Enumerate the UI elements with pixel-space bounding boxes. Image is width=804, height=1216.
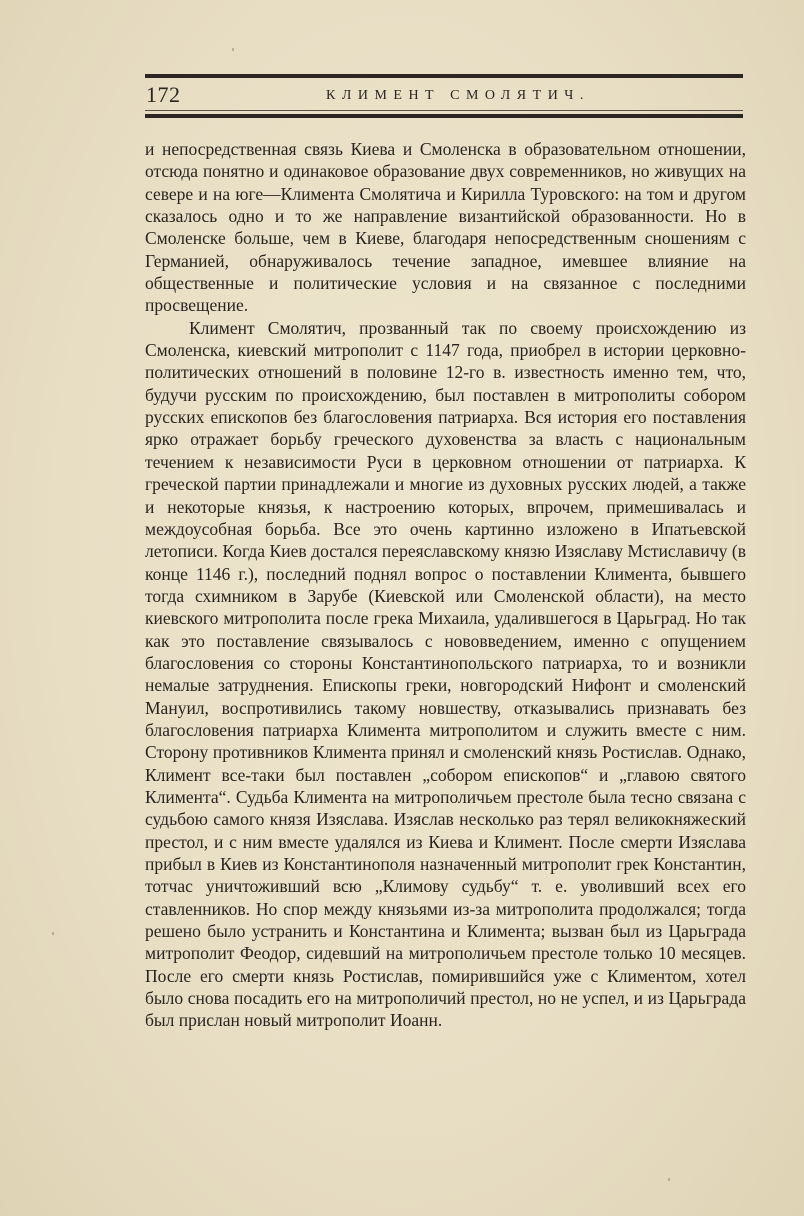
header-rule-thin [145,110,743,111]
paper-speck [232,48,234,51]
paper-speck [52,932,54,935]
paragraph-1: и непосредственная связь Киева и Смоленска в образовательном отношении, отсюда понятно и одинаковое образование двух современников, но живущих на севере и на юге—Климента Смолятича и Кирилла Туровского: на том и другом сказалось одно и то же направление византийской образованности. Но в Смоленске больше, чем в Киеве, благодаря непосредственным сношениям с Германией, обнаруживалось течение западное, имевшее влияние на общественные и политические условия и на связанное с последними просвещение. [145,139,746,316]
paper-speck [668,1178,670,1181]
paragraph-2: Климент Смолятич, прозванный так по своему происхождению из Смоленска, киевский митрополит с 1147 года, приобрел в истории церковно-политических отношений в половине 12-го в. известность именно тем, что, будучи русским по происхождению, был поставлен в митрополиты собором русских епископов без благословения патриарха. Вся история его поставления ярко отражает борьбу греческого духовенства за власть с национальным течением к независимости Руси в церковном отношении от патриарха. К греческой партии принадлежали и многие из духовных русских людей, а также и некоторые князья, к настроению которых, впрочем, примешивалась и междоусобная борьба. Все это очень картинно изложено в Ипатьевской летописи. Когда Киев достался переяславскому князю Изяславу Мстиславичу (в конце 1146 г.), последний поднял вопрос о поставлении Климента, бывшего тогда схимником в Зарубе (Киевской или Смоленской области), на место киевского митрополита после грека Михаила, удалившегося в Царьград. Но так как это поставление связывалось с нововведением, именно с опущением благословения со стороны Константинопольского патриарха, то и возникли немалые затруднения. Епископы греки, новгородский Нифонт и смоленский Мануил, воспротивились такому новшеству, отказывались признавать без благословения патриарха Климента митрополитом и служить вместе с ним. Сторону противников Климента принял и смоленский князь Ростислав. Однако, Климент все-таки был поставлен „собором епископов“ и „главою святого Климента“. Судьба Климента на митрополичьем престоле была тесно связана с судьбою самого князя Изяслава. Изяслав несколько раз терял великокняжеский престол, и с ним вместе удалялся из Киева и Климент. После смерти Изяслава прибыл в Киев из Константинополя назначенный митрополит грек Константин, тотчас уничтоживший всю „Климову судьбу“ т. е. уволивший всех его ставленников. Но спор между князьями из-за митрополита продолжался; тогда решено было устранить и Константина и Климента; вызван был из Царьграда митрополит Феодор, сидевший на митрополичьем престоле только 10 месяцев. После его смерти князь Ростислав, помирившийся уже с Климентом, хотел было снова посадить его на митрополичий престол, но не успел, и из Царьграда был прислан новый митрополит Иоанн. [145,317,746,1031]
body-text [145,138,746,1032]
header-rule-top [145,74,743,78]
page-number: 172 [146,82,181,107]
header-rule-bottom [145,114,743,118]
running-title: КЛИМЕНТ СМОЛЯТИЧ. [326,88,590,103]
